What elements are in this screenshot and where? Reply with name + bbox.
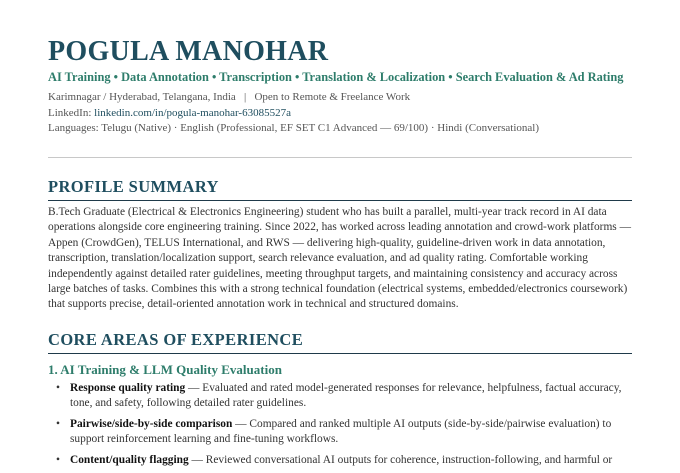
bullet-marker: •	[56, 382, 60, 394]
bullet-text: — Compared and ranked multiple AI outputs (side-by-side/pairwise evaluation) to support reinforcement learning and fine-tuning workflows.	[70, 417, 612, 446]
linkedin-link[interactable]: linkedin.com/in/pogula-manohar-63085527a	[94, 107, 291, 119]
section-title-profile-summary: PROFILE SUMMARY	[48, 179, 632, 201]
location-line	[48, 91, 410, 103]
bullet-heading: Content/quality flagging	[70, 453, 189, 466]
bullet-heading: Pairwise/side-by-side comparison	[70, 417, 233, 430]
subsection-title-ai-training: 1. AI Training & LLM Quality Evaluation	[48, 362, 282, 377]
section-title-core-areas: CORE AREAS OF EXPERIENCE	[48, 332, 632, 354]
bullet-text: — Reviewed conversational AI outputs for coherence, instruction-following, and harmful or	[188, 453, 613, 466]
availability-text: Open to Remote & Freelance Work	[254, 91, 411, 103]
bullet-marker: •	[56, 453, 60, 466]
header-divider	[48, 157, 632, 158]
list-item	[48, 417, 632, 448]
languages-line: Languages: Telugu (Native) · English (Professional, EF SET C1 Advanced — 69/100) · Hindi (Conversational)	[48, 122, 539, 134]
bullet-heading: Response quality rating	[70, 382, 186, 394]
linkedin-line	[48, 107, 291, 119]
bullet-marker: •	[56, 417, 60, 430]
info-separator: |	[244, 91, 247, 103]
bullet-text: — Evaluated and rated model-generated responses for relevance, helpfulness, factual accuracy, tone, and safety, following detailed rater guidelines.	[70, 382, 622, 410]
candidate-name: POGULA MANOHAR	[48, 36, 329, 67]
profile-summary-text: B.Tech Graduate (Electrical & Electronics Engineering) student who has built a parallel, multi-year track record in AI data operations alongside core engineering training. Since 2022, has worked across leading annotation and crowd-work platforms — Appen (CrowdGen), TELUS International, and RWS — delivering high-quality, guideline-driven work in data annotation, transcription, translation/localization support, search relevance evaluation, and ad quality rating. Comfortable working independently against detailed rater guidelines, meeting throughput targets, and maintaining consistency and accuracy across large batches of tasks. Combines this with a strong technical foundation (electrical systems, embedded/electronics coursework) that supports precise, detail-oriented annotation work in technical and structured domains.	[48, 206, 631, 311]
skills-tagline: AI Training • Data Annotation • Transcription • Translation & Localization • Search Evaluation & Ad Rating	[48, 70, 624, 84]
experience-bullets	[48, 381, 632, 473]
location-text: Karimnagar / Hyderabad, Telangana, India	[48, 91, 236, 103]
linkedin-label: LinkedIn:	[48, 107, 92, 119]
list-item	[48, 381, 632, 412]
list-item	[48, 453, 632, 468]
